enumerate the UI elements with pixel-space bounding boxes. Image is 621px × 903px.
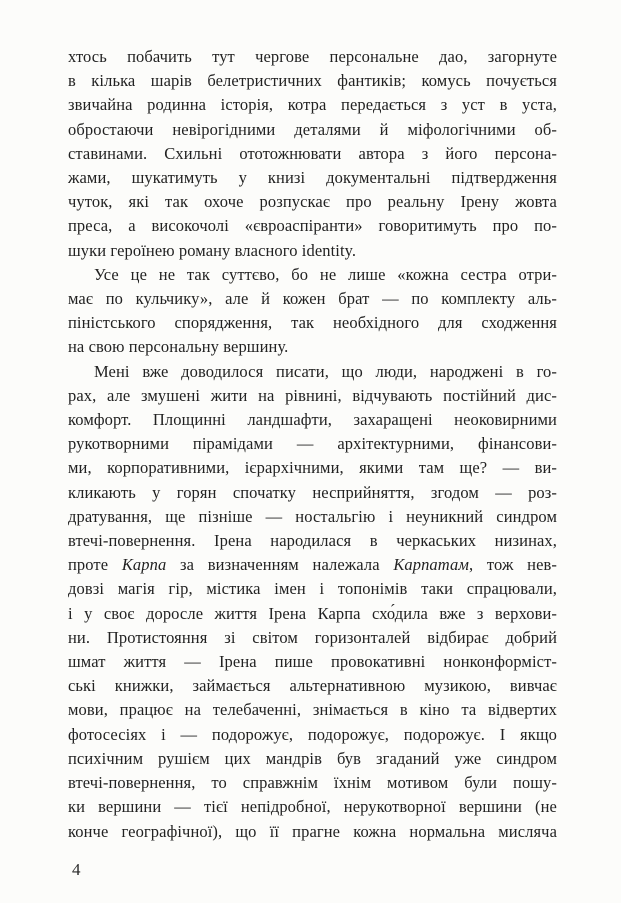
text-line: рукотворними пірамідами — архітектурними, фінансови- [68,434,557,454]
text-line: хтось побачить тут чергове персональне дао, загорнуте [68,47,557,66]
text-line: Мені вже доводилося писати, що люди, народжені в го- [94,361,557,381]
text-line: втечі-повернення, то справжнім їхнім мотивом були пошу- [68,773,557,793]
text-line: психічним рушієм цих мандрів був згаданий уже синдром [68,748,557,768]
text-block [68,45,557,844]
text-line: кликають у горян спочатку несприйняття, згодом — роз- [68,482,557,502]
paragraph [68,360,557,844]
text-line: ни. Протистояння зі світом горизонталей відбирає добрий [68,627,557,647]
text-line: ки вершини — тієї непідробної, нерукотворної вершини (не [68,797,557,817]
text-line: на свою персональну вершину. [68,337,289,357]
text-line: ські книжки, займається альтернативною музикою, вивчає [68,676,557,696]
text-line: мови, працює на телебаченні, знімається в кіно та відвертих [68,700,557,720]
text-line: дратування, ще пізніше — ностальгію і неуникний синдром [68,506,557,526]
text-line: фотосесіях і — подорожує, подорожує, подорожує. І якщо [68,724,557,744]
text-line: ми, корпоративними, ієрархічними, якими там ще? — ви- [68,458,557,478]
text-line: має по кульчику», але й кожен брат — по комплекту аль- [68,289,557,309]
text-line: і у своє доросле життя Ірена Карпа схо́дила вже з верхови- [68,603,557,623]
text-line: Усе це не так суттєво, бо не лише «кожна сестра отри- [94,264,557,284]
page-number: 4 [72,860,81,879]
text-line: ставинами. Схильні ототожнювати автора з його персона- [68,143,557,163]
text-line: чуток, які так охоче розпускає про реальну Ірену жовта [68,192,557,212]
paragraph [68,263,557,360]
text-line: шмат життя — Ірена пише провокативні нонконформіст- [68,652,557,672]
text-line: конче географічної), що її прагне кожна нормальна мисляча [68,821,557,841]
text-line: шуки героїнею роману власного identity. [68,240,357,260]
text-line: комфорт. Площинні ландшафти, захаращені неоковирними [68,410,557,430]
text-line: обростаючи невірогідними деталями й міфологічними об- [68,119,557,139]
text-line: в кілька шарів белетристичних фантиків; комусь почується [68,71,557,91]
text-line: преса, а високочолі «євроаспіранти» говоритимуть про по- [68,216,557,236]
text-line: рах, але змушені жити на рівнині, відчувають постійний дис- [68,385,557,405]
text-line: втечі-повернення. Ірена народилася в черкаських низинах, [68,531,557,551]
text-line: жами, шукатимуть у книзі документальні підтвердження [68,168,557,188]
text-line: піністського спорядження, так необхідного для сходження [68,313,557,333]
text-line: довзі магія гір, містика імен і топонімів таки спрацювали, [68,579,557,599]
text-line: звичайна родинна історія, котра передається з уст в уста, [68,95,557,115]
paragraph [68,45,557,263]
text-line: проте Карпа за визначенням належала Карпатам, тож нев- [68,555,557,575]
